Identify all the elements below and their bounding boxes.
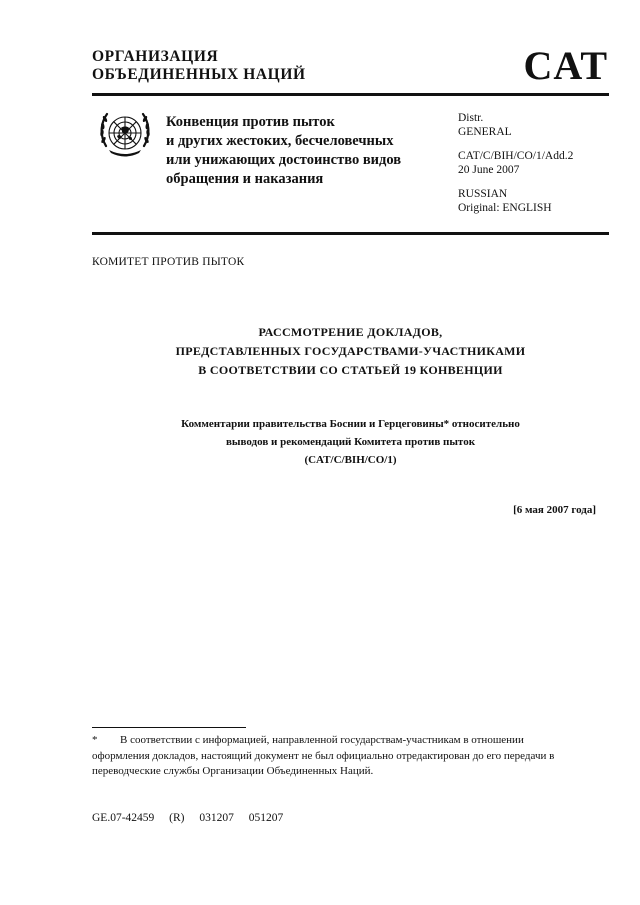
header-bottom-rule: [92, 232, 609, 235]
job-number: GE.07-42459: [92, 812, 155, 824]
main-heading: [92, 323, 609, 380]
convention-line-3: или унижающих достоинство видов: [166, 152, 402, 168]
sub-heading: [92, 415, 609, 469]
distr-label: Distr.: [458, 112, 484, 124]
un-emblem-icon: [95, 106, 155, 164]
distr-general: GENERAL: [458, 125, 512, 138]
document-language: RUSSIAN: [458, 188, 508, 200]
document-series-symbol: CAT: [523, 43, 608, 88]
job-date-1: 031207: [199, 812, 234, 824]
org-line-2: ОБЪЕДИНЕННЫХ НАЦИЙ: [92, 66, 306, 83]
heading-line-3: В СООТВЕТСТВИИ СО СТАТЬЕЙ 19 КОНВЕНЦИИ: [198, 363, 503, 377]
convention-line-2: и других жестоких, бесчеловечных: [166, 133, 394, 149]
document-symbol: CAT/C/BIH/CO/1/Add.2: [458, 150, 574, 162]
distribution-block: [458, 112, 573, 215]
footnote-mark: *: [92, 734, 98, 746]
convention-line-4: обращения и наказания: [166, 171, 324, 187]
job-date-2: 051207: [248, 812, 284, 824]
heading-line-1: РАССМОТРЕНИЕ ДОКЛАДОВ,: [258, 325, 443, 339]
subheading-line-3: (CAT/C/BIH/CO/1): [304, 454, 397, 466]
report-date: [6 мая 2007 года]: [513, 504, 596, 516]
subheading-line-2: выводов и рекомендаций Комитета против пыток: [225, 436, 476, 448]
header-top-rule: [92, 93, 609, 96]
footnote: [92, 733, 582, 780]
heading-line-2: ПРЕДСТАВЛЕННЫХ ГОСУДАРСТВАМИ-УЧАСТНИКАМИ: [175, 344, 526, 358]
job-language-code: (R): [169, 812, 185, 824]
org-line-1: ОРГАНИЗАЦИЯ: [92, 48, 219, 65]
committee-name: КОМИТЕТ ПРОТИВ ПЫТОК: [92, 256, 245, 268]
document-date: 20 June 2007: [458, 163, 520, 176]
original-language: Original: ENGLISH: [458, 201, 552, 214]
footnote-text: В соответствии с информацией, направленной государствам-участникам в отношении оформления докладов, настоящий документ не был официально отредактирован до его передачи в переводческие службы Организации Объединенных Наций.: [92, 734, 555, 777]
convention-title: [166, 113, 446, 189]
subheading-line-1: Комментарии правительства Боснии и Герцеговины* относительно: [181, 418, 520, 430]
organization-name: [92, 48, 306, 84]
job-number-line: [92, 812, 295, 824]
convention-line-1: Конвенция против пыток: [166, 114, 335, 130]
footnote-separator: [92, 727, 246, 728]
